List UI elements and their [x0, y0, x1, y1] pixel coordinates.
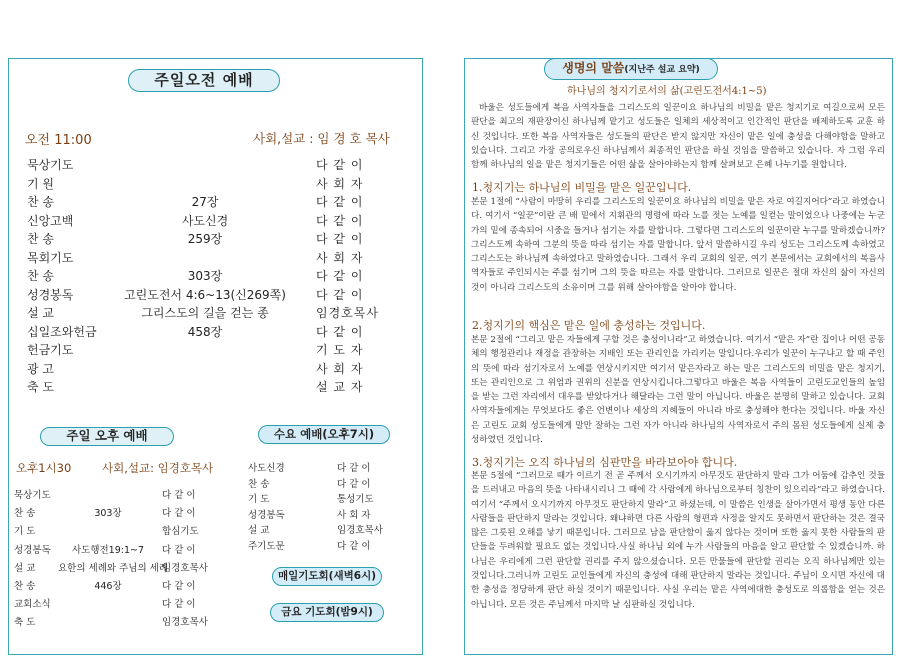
morning-item-leader: 다 같 이 [316, 232, 364, 246]
sermon-point-2-body: 본문 2절에 “그리고 맡은 자들에게 구할 것은 충성이니라”고 하였습니다. 여기서 “맡은 자”란 집이나 어떤 공동체의 행정관리나 재정을 관장하는 지배인 또는 관리인을 가리키는 말입니다.우리가 일꾼이 누구냐고 할 때 주인의 뜻에 따라 섬기자로서 노예를 연상시키지만 여기서 맡은자라고 하는 말은 그리스도의 비밀을 맡은 청지기, 또는 관리인으로 그 위엄과 권위의 신분을 연상시킵니다.그렇다고 바울은 복음 사역들이 고린도교인들의 높임을 받는 그런 자리에서 대우를 받았다거나 해달라는 그런 말이 아닙니다. 바울은 분명히 말하고 있습니다. 교회 사역자들에게는 무엇보다도 좋은 언변이나 세상의 지혜들이 아니라 바로 충성해야 한다는 것입니다. 바울 자신은 고린도 교회 성도들에게 말만 잘하는 그런 자가 아니라 하나님의 사역자로서 주의 몸된 성도들에게 실제 충성하였던 것입니다. [471, 335, 885, 446]
morning-item-leader: 설 교 자 [316, 380, 364, 394]
morning-item-name: 기 원 [27, 176, 54, 191]
sermon-point-1-title: 1.청지기는 하나님의 비밀을 맡은 일꾼입니다. [472, 181, 692, 194]
afternoon-item-leader: 다 같 이 [162, 508, 196, 520]
afternoon-item-detail: 사도행전19:1~7 [71, 544, 145, 556]
afternoon-item-leader: 다 같 이 [162, 581, 196, 592]
morning-item-leader: 사 회 자 [316, 361, 364, 376]
sermon-point-3-title: 3.청지기는 오직 하나님의 심판만을 바라보아야 합니다. [472, 456, 738, 469]
morning-item-leader: 사 회 자 [316, 176, 364, 191]
sermon-intro: 바울은 성도들에게 복음 사역자들을 그리스도의 일꾼이요 하나님의 비밀을 맡은 청지기로 여길으로써 모든 판단을 최고의 재판장이신 하나님께 맡기고 성도들은 일체의 세상적이고 인간적인 판단을 배제하도록 교훈 하신 것입니다. 또한 복음 사역자들은 성도들의 판단은 받지 않지만 자신이 맡은 일에 충성을 다해야함을 말하고 있습니다. 그리고 가장 공의로우신 하나님께서 최종적인 판단을 하실 것임을 말씀하고 있습니다. 자 그럼 우리 함께 하나님의 일을 맡은 청지기들은 어떤 삶을 살아야하는지 함께 살펴보고 은혜 나누기를 원합니다. [471, 103, 885, 171]
morning-item-leader: 다 같 이 [316, 324, 364, 339]
afternoon-item-name: 축 도 [14, 617, 36, 629]
friday-prayer-badge: 금요 기도회(밤9시) [270, 603, 384, 622]
morning-item-leader: 임경호목사 [316, 306, 379, 320]
afternoon-item-leader: 합심기도 [162, 526, 199, 538]
sermon-heading [544, 58, 718, 80]
afternoon-service-title: 주일 오후 예배 [40, 427, 174, 446]
afternoon-item-name: 찬 송 [14, 508, 36, 520]
wednesday-item-name: 성경봉독 [248, 509, 285, 521]
afternoon-item-leader: 다 같 이 [162, 490, 196, 501]
wednesday-item-name: 기 도 [248, 494, 270, 505]
afternoon-item-name: 묵상기도 [14, 490, 51, 501]
afternoon-leader: 사회,설교: 임경호목사 [102, 461, 214, 475]
morning-item-name: 신앙고백 [27, 213, 74, 228]
afternoon-item-detail: 446장 [94, 581, 122, 592]
morning-item-name: 성경봉독 [27, 287, 74, 302]
morning-item-name: 찬 송 [27, 232, 54, 246]
daily-prayer-badge: 매일기도회(새벽6시) [272, 567, 382, 586]
sermon-heading-note: (지난주 설교 요약) [624, 65, 700, 75]
wednesday-item-leader: 다 같 이 [337, 478, 371, 490]
morning-item-name: 목회기도 [27, 250, 74, 265]
afternoon-item-leader: 다 같 이 [162, 599, 196, 611]
afternoon-item-leader: 임경호목사 [162, 562, 208, 574]
afternoon-item-detail: 303장 [94, 508, 122, 520]
morning-leader: 사회,설교 : 임 경 호 목사 [253, 131, 390, 146]
wednesday-item-leader: 통성기도 [337, 494, 374, 505]
afternoon-item-name: 성경봉독 [14, 544, 51, 556]
afternoon-item-leader: 다 같 이 [162, 544, 196, 556]
morning-item-detail: 259장 [187, 232, 223, 246]
wednesday-item-leader: 사 회 자 [337, 509, 371, 521]
wednesday-item-leader: 다 같 이 [337, 540, 371, 552]
afternoon-item-name: 설 교 [14, 562, 36, 574]
morning-item-leader: 다 같 이 [316, 158, 364, 172]
morning-item-leader: 사 회 자 [316, 250, 364, 265]
morning-time: 오전 11:00 [25, 133, 92, 148]
morning-item-detail: 303장 [187, 269, 223, 283]
morning-item-leader: 기 도 자 [316, 343, 364, 357]
morning-item-leader: 다 같 이 [316, 269, 364, 283]
morning-item-leader: 다 같 이 [316, 195, 364, 209]
morning-item-leader: 다 같 이 [316, 213, 364, 228]
sermon-point-3-body: 본문 5절에 “그러므로 때가 이르기 전 곧 주께서 오시기까지 아무것도 판단하지 말라 그가 어둠에 감추인 것들을 드러내고 마음의 뜻을 나타내시리니 그 때에 각 사람에게 하나님으로부터 칭찬이 있으리라”라고 하였습니다. 여기서 “주께서 오시기까지 아무것도 판단하지 말라”고 하셨는데, 이 말씀은 인생을 살아가면서 평생 동안 다른 사람들을 판단하지 말라는 것입니다. 왜냐하면 다른 사람의 형편과 사정을 알지도 못하면서 판단하는 것은 결국 많은 그릇된 오해를 낳기 때문입니다. 그러므로 남을 판단함이 옳지 않다는 것이며 또한 옳지 못한 사람들의 판단들을 두려워할 필요도 없는 것입니다.사실 하나님 외에 누가 사람들의 마음을 알고 판단할 수 있겠습니까. 하나님은 우리에게 그런 판단할 권리를 주지 않으셨습니다. 모든 만물들에 판단할 권리는 오직 하나님께만 있는 것입니다.그러니까 고린도 교인들에게 자신의 충성에 대해 판단하지 말라는 것입니다. 주님이 오시면 자신에 대한 충성을 정당하게 판단 하실 것이기 때문입니다. 사실 우리는 맡은 사역에대한 충성도로 의롭함을 얻는 것은 아닙니다. 모든 것은 주님께서 마지막 날 심판하실 것입니다. [471, 471, 885, 610]
wednesday-item-name: 주기도문 [248, 540, 285, 552]
wednesday-item-name: 찬 송 [248, 478, 270, 490]
morning-item-name: 찬 송 [27, 195, 54, 209]
wednesday-item-name: 사도신경 [248, 463, 285, 474]
afternoon-time: 오후1시30 [16, 461, 72, 475]
morning-service-title: 주일오전 예배 [128, 69, 280, 92]
morning-item-name: 묵상기도 [27, 158, 74, 172]
afternoon-item-detail: 요한의 세례와 주님의 세례 [58, 562, 169, 574]
morning-item-detail: 그리스도의 길을 걷는 종 [141, 306, 269, 320]
morning-item-name: 십일조와헌금 [27, 324, 97, 339]
morning-item-name: 광 고 [27, 361, 54, 376]
wednesday-item-leader: 다 같 이 [337, 463, 371, 474]
sermon-subtitle: 하나님의 청지기로서의 삶(고린도전서4:1~5) [567, 86, 767, 97]
morning-item-detail: 458장 [187, 324, 223, 339]
afternoon-item-name: 찬 송 [14, 581, 36, 592]
morning-item-name: 헌금기도 [27, 343, 74, 357]
morning-item-detail: 27장 [191, 195, 219, 209]
morning-item-name: 찬 송 [27, 269, 54, 283]
wednesday-item-leader: 임경호목사 [337, 525, 383, 536]
afternoon-item-name: 교회소식 [14, 599, 51, 611]
morning-item-detail: 사도신경 [181, 213, 229, 228]
morning-item-name: 설 교 [27, 306, 54, 320]
afternoon-item-leader: 임경호목사 [162, 617, 208, 629]
morning-item-leader: 다 같 이 [316, 287, 364, 302]
morning-item-detail: 고린도전서 4:6~13(신269쪽) [124, 287, 286, 302]
wednesday-service-title: 수요 예배(오후7시) [258, 425, 390, 444]
afternoon-item-name: 기 도 [14, 526, 36, 538]
sermon-point-1-body: 본문 1절에 “사람이 마땅히 우리를 그리스도의 일꾼이요 하나님의 비밀을 맡은 자로 여길지어다”라고 하였습니다. 여기서 “일꾼”이란 큰 배 밑에서 지휘관의 명령에 따라 노를 젓는 노예를 일컫는 말이었으나 나중에는 누군가의 밑에 종속되어 시중을 들거나 섬기는 자를 말합니다. 그렇다면 그리스도의 일꾼이란 누구를 말하겠습니까? 그리스도께 속하여 그분의 뜻을 따라 섬기는 자를 말합니다. 앞서 말씀하시길 우리 성도는 그리스도께 속하였고 그리스도는 하나님께 속하였다고 말하였습니다. 그래서 우리 교회의 일꾼, 여기 본문에서는 교회에서의 복음사역자들로 주인되시는 주를 섬기며 그의 뜻을 따르는 자를 말합니다. 그러므로 일꾼은 절대 자신의 삶이 자신의 것이 아니라 그리스도의 소유이며 그를 위해 살아야함을 알아야 합니다. [471, 197, 885, 293]
morning-item-name: 축 도 [27, 380, 54, 394]
sermon-heading-title: 생명의 말씀 [562, 61, 625, 75]
wednesday-item-name: 설 교 [248, 525, 270, 536]
sermon-point-2-title: 2.청지기의 핵심은 맡은 일에 충성하는 것입니다. [472, 319, 706, 332]
